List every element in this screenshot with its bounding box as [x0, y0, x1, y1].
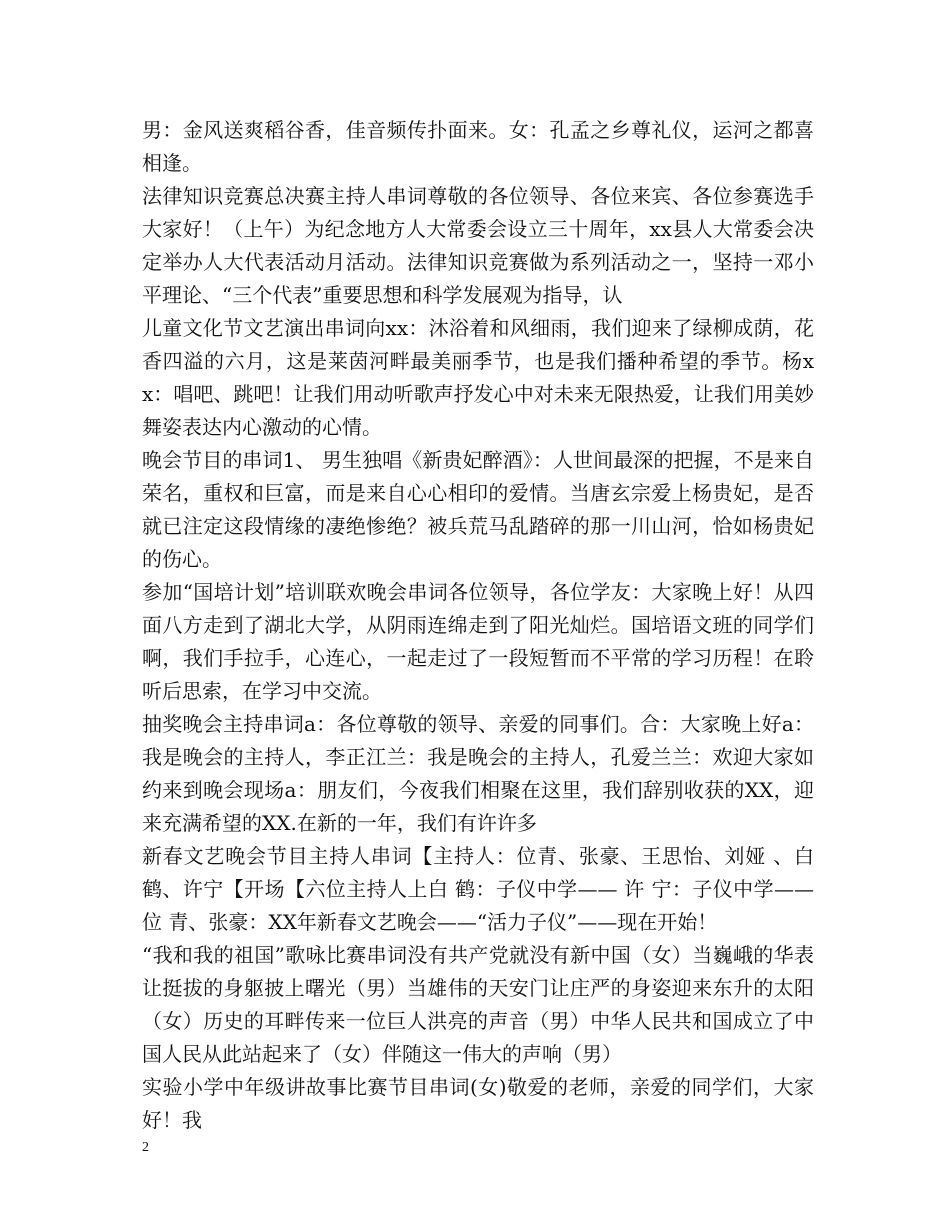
- paragraph-4: 晚会节目的串词1、 男生独唱《新贵妃醉酒》：人世间最深的把握，不是来自荣名，重权和巨富，而是来自心心相印的爱情。当唐玄宗爱上杨贵妃，是否就已注定这段情缘的凄绝惨绝？被兵荒马乱踏碎的那一川山河，恰如杨贵妃的伤心。: [142, 448, 814, 571]
- paragraph-8: “我和我的祖国”歌咏比赛串词没有共产党就没有新中国（女）当巍峨的华表让挺拔的身躯披上曙光（男）当雄伟的天安门让庄严的身姿迎来东升的太阳（女）历史的耳畔传来一位巨人洪亮的声音（男）中华人民共和国成立了中国人民从此站起来了（女）伴随这一伟大的声响（男）: [142, 943, 814, 1066]
- paragraph-2: 法律知识竞赛总决赛主持人串词尊敬的各位领导、各位来宾、各位参赛选手大家好！（上午）为纪念地方人大常委会设立三十周年，xx县人大常委会决定举办人大代表活动月活动。法律知识竞赛做为系列活动之一，坚持一邓小平理论、“三个代表”重要思想和科学发展观为指导，认: [142, 184, 814, 307]
- paragraph-9: 实验小学中年级讲故事比赛节目串词(女)敬爱的老师，亲爱的同学们，大家好！我: [142, 1075, 814, 1132]
- paragraph-1: 男：金风送爽稻谷香，佳音频传扑面来。女：孔孟之乡尊礼仪，运河之都喜相逢。: [142, 118, 814, 175]
- document-body: [142, 114, 814, 1137]
- paragraph-6: 抽奖晚会主持串词a：各位尊敬的领导、亲爱的同事们。合：大家晚上好a：我是晚会的主持人，李正江兰：我是晚会的主持人，孔爱兰兰：欢迎大家如约来到晚会现场a：朋友们，今夜我们相聚在这里，我们辞别收获的XX，迎来充满希望的XX.在新的一年，我们有许许多: [142, 712, 814, 835]
- paragraph-5: 参加“国培计划”培训联欢晚会串词各位领导，各位学友：大家晚上好！从四面八方走到了湖北大学，从阴雨连绵走到了阳光灿烂。国培语文班的同学们啊，我们手拉手，心连心，一起走过了一段短暂而不平常的学习历程！在聆听后思索，在学习中交流。: [142, 580, 814, 703]
- paragraph-7: 新春文艺晚会节目主持人串词【主持人：位青、张豪、王思怡、刘娅 、白鹤、许宁【开场【六位主持人上白 鹤：子仪中学—— 许 宁：子仪中学—— 位 青、张豪：XX年新春文艺晚会——“活力子仪”——现在开始！: [142, 844, 814, 934]
- page-number: 2: [142, 1140, 149, 1155]
- paragraph-3: 儿童文化节文艺演出串词向xx：沐浴着和风细雨，我们迎来了绿柳成荫，花香四溢的六月，这是莱茵河畔最美丽季节，也是我们播种希望的季节。杨xx：唱吧、跳吧！让我们用动听歌声抒发心中对未来无限热爱，让我们用美妙舞姿表达内心激动的心情。: [142, 316, 814, 439]
